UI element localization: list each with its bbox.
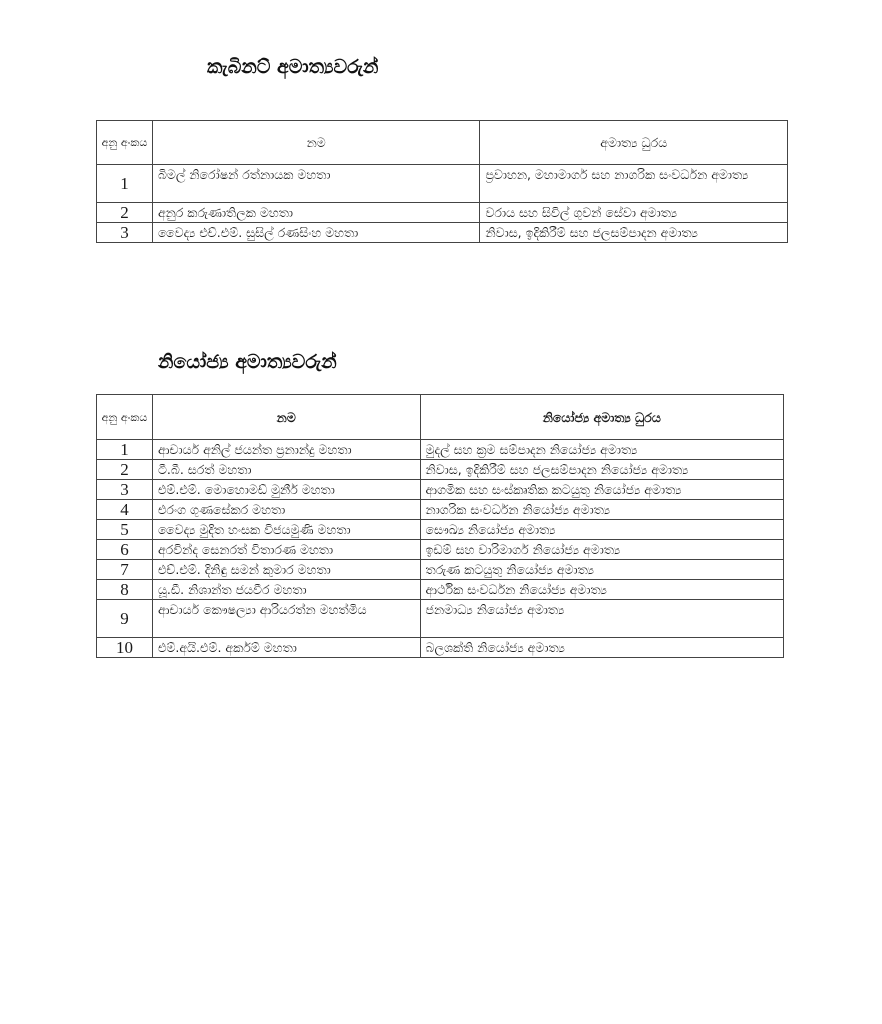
minister-name: එරංග ගුණසේකර මහතා [152,500,420,520]
row-number: 6 [97,540,153,560]
table-row [97,540,784,560]
table-row [97,560,784,580]
row-number: 2 [97,203,153,223]
column-header-portfolio: නියෝජ්‍ය අමාත්‍ය ධුරය [420,395,783,440]
column-header-name: නම [152,121,480,165]
row-number: 1 [97,440,153,460]
minister-portfolio: ජනමාධ්‍ය නියෝජ්‍ය අමාත්‍ය [420,600,783,638]
cabinet-ministers-table [96,120,788,243]
minister-portfolio: නිවාස, ඉදිකිරීම් සහ ජලසම්පාදන නියෝජ්‍ය අමාත්‍ය [420,460,783,480]
column-header-portfolio: අමාත්‍ය ධුරය [480,121,788,165]
row-number: 3 [97,223,153,243]
table-row [97,520,784,540]
minister-name: ටී.බී. සරත් මහතා [152,460,420,480]
table-row [97,223,788,243]
table-row [97,580,784,600]
minister-portfolio: ආගමික සහ සංස්කෘතික කටයුතු නියෝජ්‍ය අමාත්‍ය [420,480,783,500]
minister-portfolio: ඉඩම් සහ වාරිමාර්ග නියෝජ්‍ය අමාත්‍ය [420,540,783,560]
minister-name: වෛද්‍ය මුදිත හංසක විජයමුණි මහතා [152,520,420,540]
deputy-ministers-heading: නියෝජ්‍ය අමාත්‍යවරුන් [158,351,337,373]
table-row [97,600,784,638]
minister-portfolio: සෞඛ්‍ය නියෝජ්‍ය අමාත්‍ය [420,520,783,540]
row-number: 5 [97,520,153,540]
column-header-number: අනු අංකය [97,121,153,165]
row-number: 10 [97,638,153,658]
minister-portfolio: මුදල් සහ ක්‍රම සම්පාදන නියෝජ්‍ය අමාත්‍ය [420,440,783,460]
minister-portfolio: නිවාස, ඉදිකිරීම් සහ ජලසම්පාදන අමාත්‍ය [480,223,788,243]
cabinet-ministers-heading: කැබිනට් අමාත්‍යවරුන් [207,56,379,78]
deputy-ministers-table [96,394,784,658]
table-row [97,480,784,500]
row-number: 2 [97,460,153,480]
minister-portfolio: ප්‍රවාහන, මහාමාර්ග සහ නාගරික සංවර්ධන අමාත්‍ය [480,165,788,203]
table-row [97,165,788,203]
table-row [97,500,784,520]
table-header-row [97,395,784,440]
table-row [97,203,788,223]
row-number: 8 [97,580,153,600]
minister-name: එම්.අයි.එම්. අර්කම් මහතා [152,638,420,658]
minister-name: ආචාර්ය කෞෂල්‍යා ආරියරත්න මහත්මිය [152,600,420,638]
table-row [97,440,784,460]
minister-portfolio: ආර්ථික සංවර්ධන නියෝජ්‍ය අමාත්‍ය [420,580,783,600]
column-header-name: නම [152,395,420,440]
minister-portfolio: තරුණ කටයුතු නියෝජ්‍ය අමාත්‍ය [420,560,783,580]
row-number: 1 [97,165,153,203]
table-row [97,460,784,480]
minister-portfolio: බලශක්ති නියෝජ්‍ය අමාත්‍ය [420,638,783,658]
row-number: 4 [97,500,153,520]
row-number: 7 [97,560,153,580]
minister-name: යූ.ඩී. නිශාන්ත ජයවීර මහතා [152,580,420,600]
column-header-number: අනු අංකය [97,395,153,440]
row-number: 9 [97,600,153,638]
table-row [97,638,784,658]
minister-name: එම්.එම්. මොහොමඩ් මුනීර් මහතා [152,480,420,500]
minister-name: ආචාර්ය අනිල් ජයන්ත ප්‍රනාන්දු මහතා [152,440,420,460]
minister-name: අනුර කරුණාතිලක මහතා [152,203,480,223]
table-header-row [97,121,788,165]
minister-name: එච්.එම්. දිනිඳු සමන් කුමාර මහතා [152,560,420,580]
minister-name: බිමල් නිරෝෂන් රත්නායක මහතා [152,165,480,203]
row-number: 3 [97,480,153,500]
minister-portfolio: වරාය සහ සිවිල් ගුවන් සේවා අමාත්‍ය [480,203,788,223]
minister-name: අරවින්ද සෙනරත් විතාරණ මහතා [152,540,420,560]
minister-name: වෛද්‍ය එච්.එම්. සුසිල් රණසිංහ මහතා [152,223,480,243]
minister-portfolio: නාගරික සංවර්ධන නියෝජ්‍ය අමාත්‍ය [420,500,783,520]
